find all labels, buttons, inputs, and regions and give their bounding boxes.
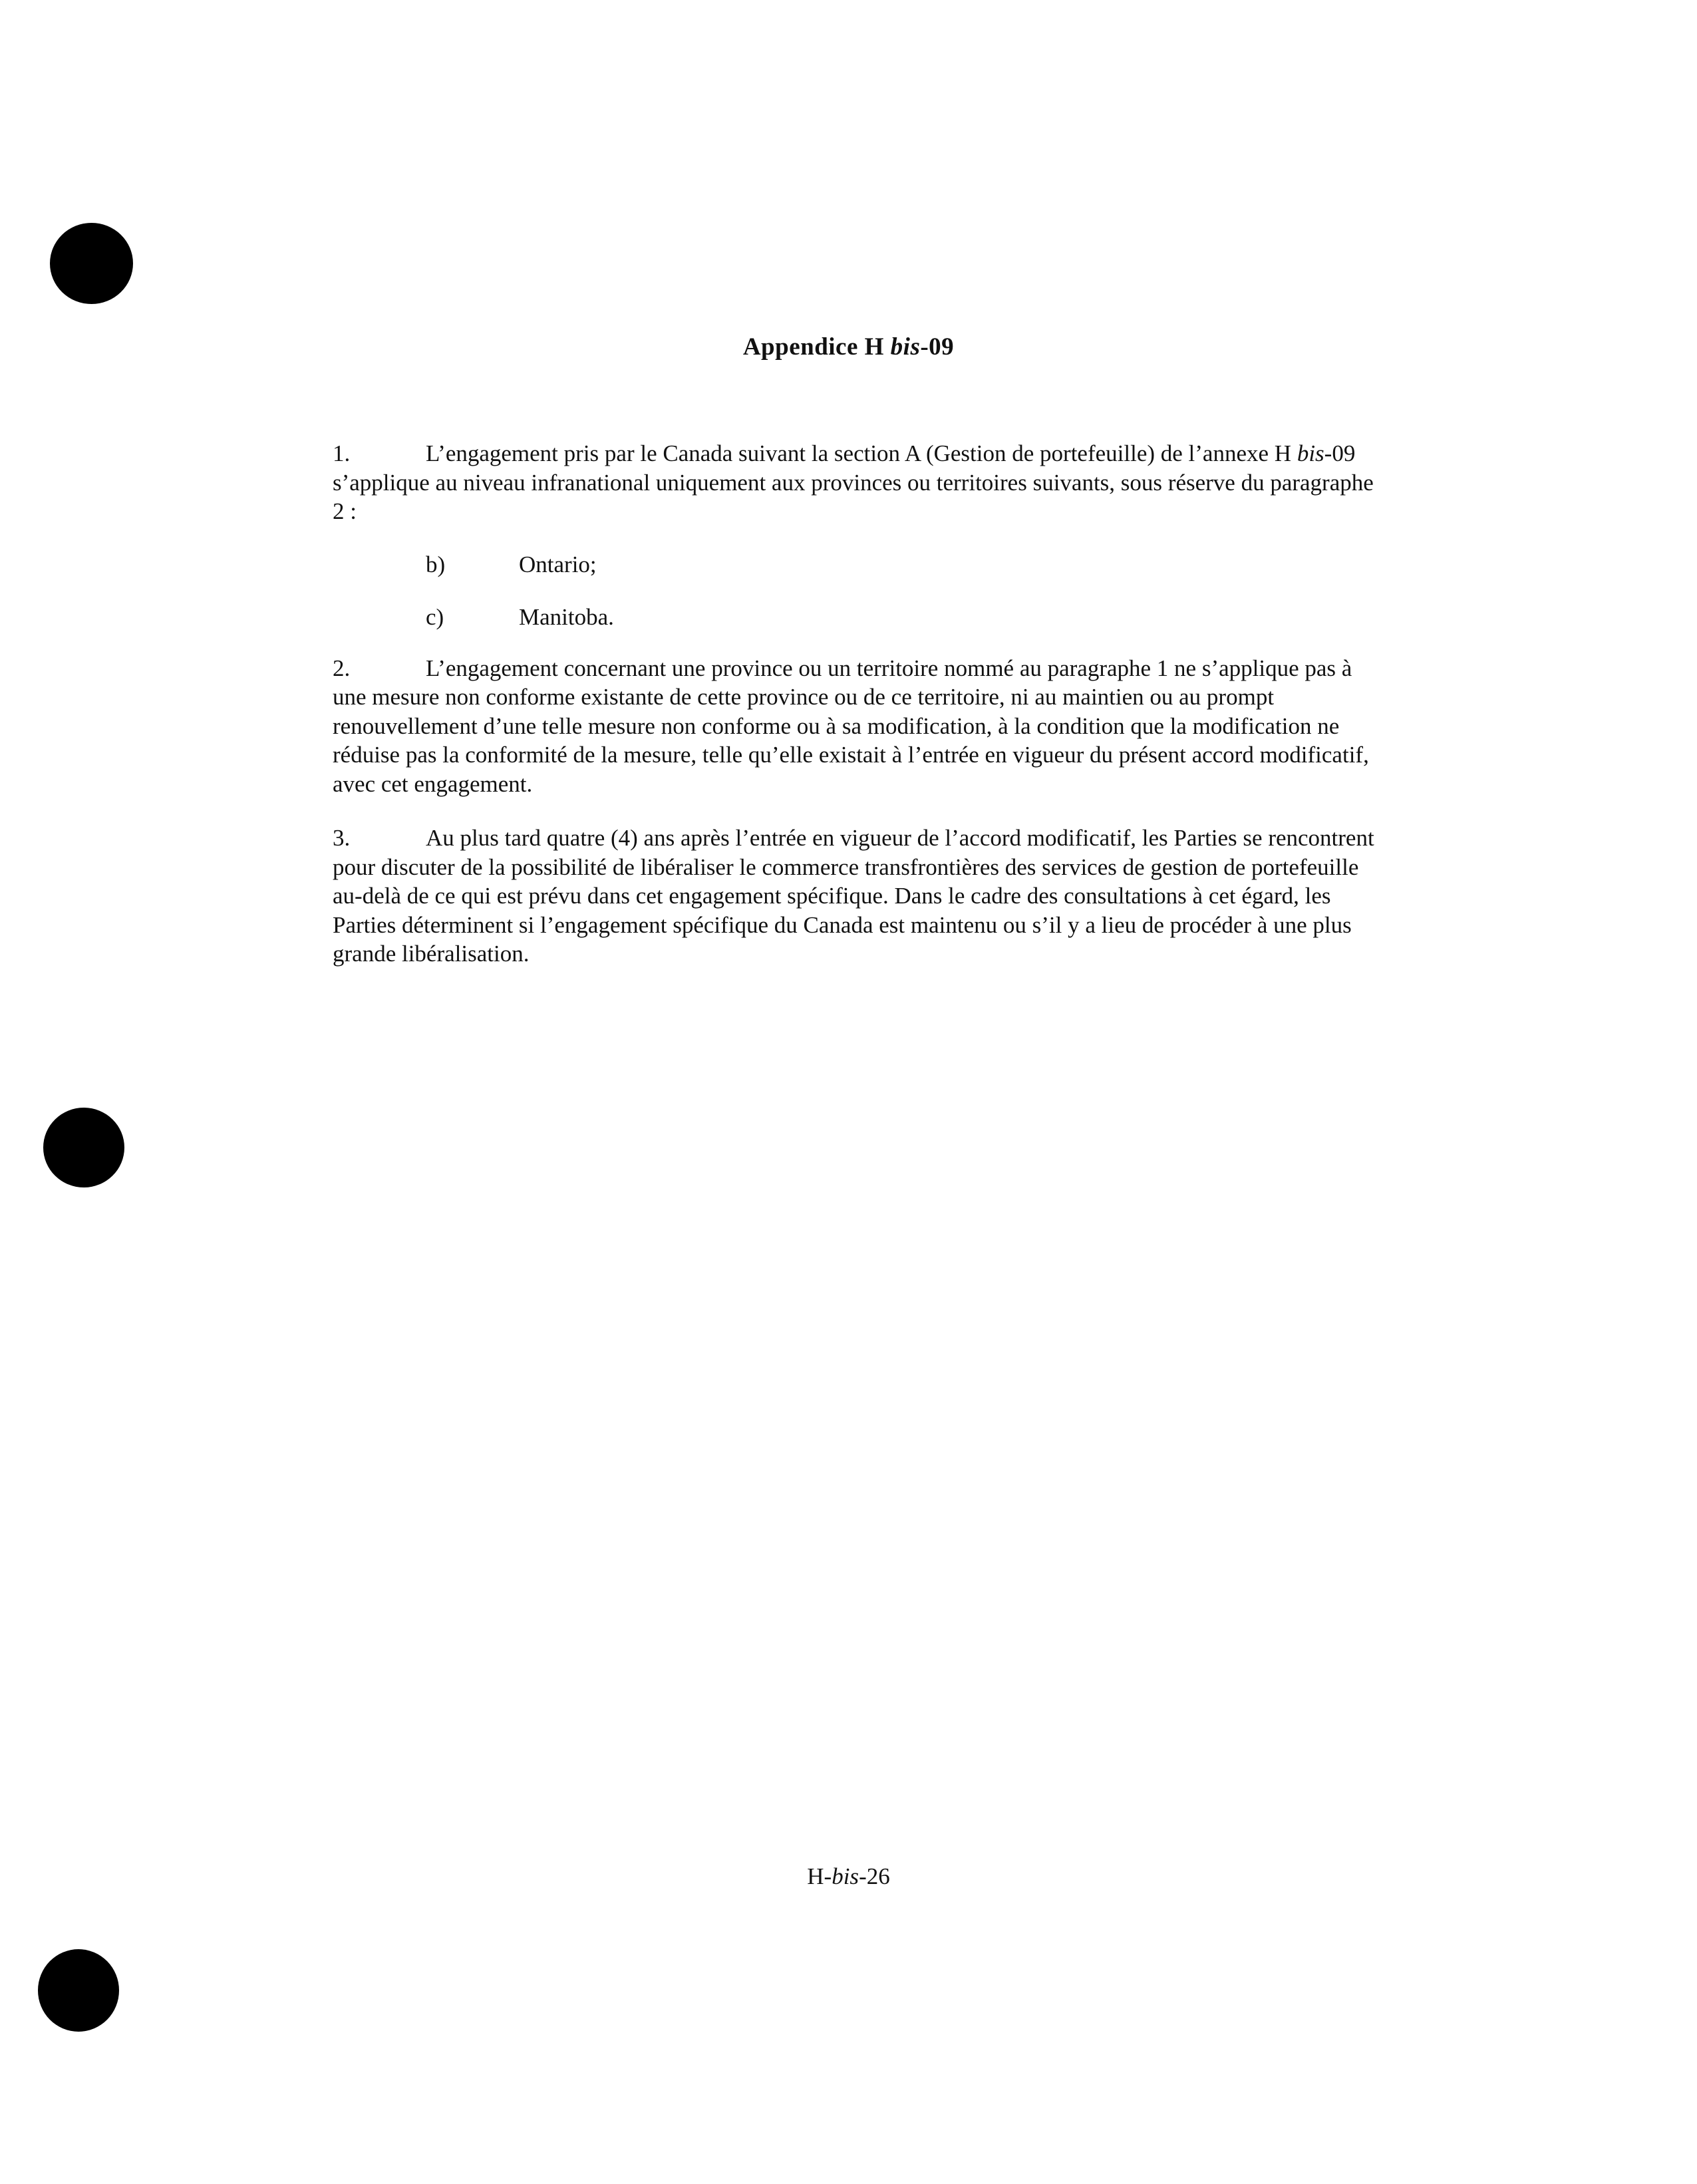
list-item — [333, 603, 1390, 631]
title-prefix: Appendice H — [742, 333, 891, 361]
list-item-text: Ontario; — [519, 551, 597, 577]
paragraph-text: -09 s’applique au niveau infranational uniquement aux provinces ou territoires suivants, sous réserve du paragraphe 2 : — [333, 440, 1374, 524]
list-item-letter: b) — [426, 551, 446, 577]
paragraph-3 — [333, 824, 1390, 969]
punch-hole-top — [50, 223, 133, 304]
paragraph-2 — [333, 654, 1390, 799]
title-suffix: -09 — [920, 333, 955, 361]
list-item-text: Manitoba. — [519, 603, 614, 630]
page-number — [0, 1860, 1697, 1893]
paragraph-text-italic: bis — [1297, 440, 1324, 466]
list-item-letter: c) — [426, 603, 444, 630]
paragraph-text: L’engagement concernant une province ou un territoire nommé au paragraphe 1 ne s’applique pas à une mesure non conforme existante de cette province ou de ce territoire, ni au maintien ou au prompt renouvellement d’une telle mesure non conforme ou à sa modification, à la condition que la modification ne réduise pas la conformité de la mesure, telle qu’elle existait à l’entrée en vigueur du présent accord modificatif, avec cet engagement. — [333, 655, 1369, 797]
page-title — [0, 329, 1697, 365]
list-item — [333, 550, 1390, 579]
paragraph-text: Au plus tard quatre (4) ans après l’entrée en vigueur de l’accord modificatif, les Parties se rencontrent pour discuter de la possibilité de libéraliser le commerce transfrontières des services de gestion de portefeuille au-delà de ce qui est prévu dans cet engagement spécifique. Dans le cadre des consultations à cet égard, les Parties déterminent si l’engagement spécifique du Canada est maintenu ou s’il y a lieu de procéder à une plus grande libéralisation. — [333, 825, 1374, 967]
footer-suffix: -26 — [859, 1863, 890, 1889]
footer-italic: bis — [832, 1863, 859, 1889]
footer-prefix: H- — [807, 1863, 832, 1889]
punch-hole-middle — [43, 1108, 124, 1187]
punch-hole-bottom — [38, 1949, 119, 2032]
paragraph-1 — [333, 439, 1390, 526]
paragraph-number: 2. — [333, 655, 351, 681]
document-body — [333, 439, 1390, 969]
title-italic: bis — [890, 333, 921, 361]
paragraph-number: 1. — [333, 440, 351, 466]
paragraph-number: 3. — [333, 825, 351, 851]
paragraph-text: L’engagement pris par le Canada suivant la section A (Gestion de portefeuille) de l’annexe H — [426, 440, 1297, 466]
